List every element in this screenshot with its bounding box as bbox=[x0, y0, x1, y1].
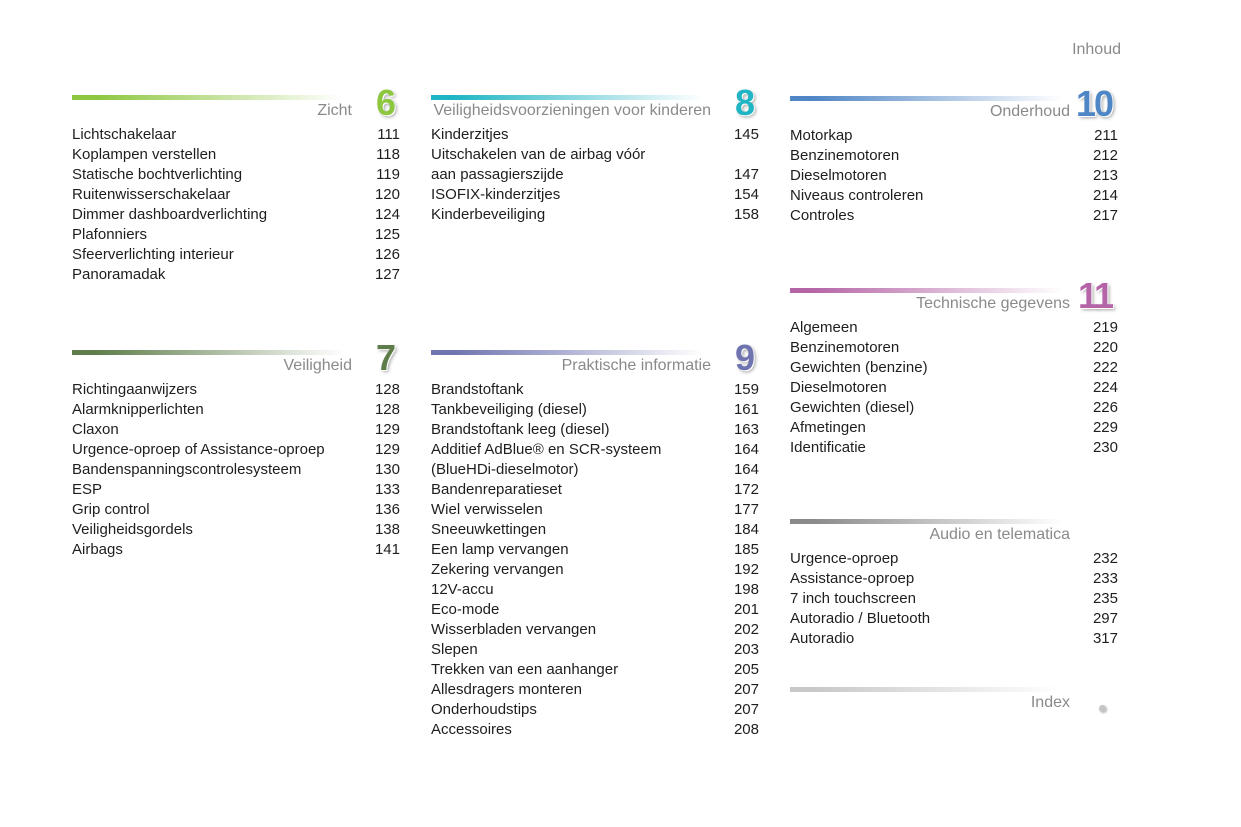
toc-entry-label: Bandenspanningscontrolesysteem bbox=[72, 461, 302, 478]
toc-entry-page: 222 bbox=[1092, 359, 1118, 376]
toc-entry-page: 130 bbox=[374, 461, 400, 478]
toc-entry-page: 220 bbox=[1092, 339, 1118, 356]
toc-entry[interactable] bbox=[72, 500, 400, 520]
toc-entry[interactable] bbox=[790, 569, 1118, 589]
section-color-bar bbox=[431, 95, 703, 100]
toc-entry[interactable] bbox=[790, 126, 1118, 146]
toc-entry[interactable] bbox=[790, 398, 1118, 418]
toc-entry[interactable] bbox=[431, 380, 759, 400]
toc-entry-label: Airbags bbox=[72, 541, 123, 558]
toc-entry-label: Sneeuwkettingen bbox=[431, 521, 547, 538]
toc-entry-label: Gewichten (diesel) bbox=[790, 399, 915, 416]
toc-entry-page: 147 bbox=[733, 166, 759, 183]
toc-entry[interactable] bbox=[72, 225, 400, 245]
toc-entry-page: 202 bbox=[733, 621, 759, 638]
toc-entry[interactable] bbox=[431, 540, 759, 560]
toc-entry-page: 201 bbox=[733, 601, 759, 618]
toc-entry[interactable] bbox=[790, 438, 1118, 458]
toc-entry[interactable] bbox=[431, 520, 759, 540]
toc-entry[interactable] bbox=[72, 245, 400, 265]
section-kinderen bbox=[431, 82, 759, 223]
toc-entry-page: 128 bbox=[374, 401, 400, 418]
toc-entry-label: Ruitenwisserschakelaar bbox=[72, 186, 231, 203]
toc-entry-label: Claxon bbox=[72, 421, 119, 438]
toc-entry-page: 120 bbox=[374, 186, 400, 203]
toc-entry[interactable] bbox=[431, 680, 759, 700]
toc-entry-label: ESP bbox=[72, 481, 103, 498]
toc-entry-page: 133 bbox=[374, 481, 400, 498]
toc-entry-label: Richtingaanwijzers bbox=[72, 381, 198, 398]
toc-entry-page: 208 bbox=[733, 721, 759, 738]
section-title: Audio en telematica bbox=[929, 526, 1070, 543]
section-index bbox=[790, 687, 1118, 711]
toc-entry[interactable] bbox=[72, 440, 400, 460]
toc-entry-label: Panoramadak bbox=[72, 266, 166, 283]
toc-entry-page: 164 bbox=[733, 441, 759, 458]
toc-entry-label: Kinderbeveiliging bbox=[431, 206, 546, 223]
toc-entry[interactable] bbox=[790, 418, 1118, 438]
section-color-bar bbox=[790, 96, 1062, 101]
toc-entry-page: 226 bbox=[1092, 399, 1118, 416]
entry-list bbox=[431, 380, 759, 740]
toc-entry[interactable] bbox=[431, 700, 759, 720]
toc-entry-label: Niveaus controleren bbox=[790, 187, 924, 204]
toc-entry[interactable] bbox=[431, 420, 759, 440]
toc-entry-page: 229 bbox=[1092, 419, 1118, 436]
toc-entry-page: 124 bbox=[374, 206, 400, 223]
toc-entry[interactable] bbox=[72, 460, 400, 480]
toc-entry-page: 317 bbox=[1092, 630, 1118, 647]
toc-entry-page: 192 bbox=[733, 561, 759, 578]
toc-entry[interactable] bbox=[72, 480, 400, 500]
toc-entry[interactable] bbox=[72, 520, 400, 540]
toc-entry[interactable] bbox=[431, 620, 759, 640]
toc-entry-page: 129 bbox=[374, 421, 400, 438]
toc-entry-page: 232 bbox=[1092, 550, 1118, 567]
toc-entry-page: 138 bbox=[374, 521, 400, 538]
toc-entry[interactable] bbox=[431, 720, 759, 740]
toc-entry-page: 211 bbox=[1094, 127, 1118, 144]
toc-entry-label: Benzinemotoren bbox=[790, 147, 900, 164]
toc-entry-label: Dieselmotoren bbox=[790, 379, 887, 396]
section-title: Index bbox=[1030, 694, 1070, 711]
section-onderhoud bbox=[790, 83, 1118, 224]
toc-entry-label: (BlueHDi-dieselmotor) bbox=[431, 461, 579, 478]
toc-entry-page: 158 bbox=[733, 206, 759, 223]
toc-entry-label: Algemeen bbox=[790, 319, 858, 336]
toc-entry-page: 203 bbox=[733, 641, 759, 658]
toc-entry-page: 205 bbox=[733, 661, 759, 678]
toc-entry[interactable] bbox=[431, 480, 759, 500]
toc-entry-label: Additief AdBlue® en SCR-systeem bbox=[431, 441, 662, 458]
toc-entry-page: 128 bbox=[374, 381, 400, 398]
section-number: 7 bbox=[375, 337, 394, 378]
toc-entry[interactable] bbox=[431, 500, 759, 520]
toc-entry[interactable] bbox=[790, 549, 1118, 569]
toc-entry-page: 141 bbox=[374, 541, 400, 558]
toc-entry[interactable] bbox=[431, 205, 759, 225]
toc-entry[interactable] bbox=[431, 580, 759, 600]
index-dot-icon bbox=[1099, 705, 1106, 712]
toc-entry[interactable] bbox=[790, 358, 1118, 378]
toc-entry-page: 297 bbox=[1092, 610, 1118, 627]
toc-entry[interactable] bbox=[431, 145, 759, 185]
toc-entry[interactable] bbox=[431, 440, 759, 460]
section-title: Zicht bbox=[317, 102, 352, 119]
toc-entry-page: 125 bbox=[374, 226, 400, 243]
toc-entry-page: 198 bbox=[733, 581, 759, 598]
toc-entry-label: Autoradio / Bluetooth bbox=[790, 610, 931, 627]
toc-entry[interactable] bbox=[431, 125, 759, 145]
toc-entry-label: Plafonniers bbox=[72, 226, 148, 243]
section-title: Veiligheidsvoorzieningen voor kinderen bbox=[433, 102, 711, 119]
toc-entry-label: Kinderzitjes bbox=[431, 126, 509, 143]
toc-entry[interactable] bbox=[790, 629, 1118, 649]
toc-entry-page: 224 bbox=[1092, 379, 1118, 396]
toc-entry[interactable] bbox=[790, 609, 1118, 629]
toc-entry-page: 118 bbox=[376, 146, 400, 163]
section-technische-gegevens bbox=[790, 275, 1118, 456]
toc-entry-label: Brandstoftank leeg (diesel) bbox=[431, 421, 610, 438]
toc-entry-page: 163 bbox=[733, 421, 759, 438]
toc-entry[interactable] bbox=[431, 560, 759, 580]
toc-entry-label: Autoradio bbox=[790, 630, 855, 647]
toc-entry[interactable] bbox=[431, 460, 759, 480]
toc-entry[interactable] bbox=[72, 265, 400, 285]
toc-entry-label: Lichtschakelaar bbox=[72, 126, 177, 143]
toc-entry[interactable] bbox=[72, 165, 400, 185]
toc-entry[interactable] bbox=[790, 338, 1118, 358]
toc-entry-label: Allesdragers monteren bbox=[431, 681, 582, 698]
section-praktische-informatie bbox=[431, 337, 759, 738]
toc-entry-label: Grip control bbox=[72, 501, 150, 518]
section-title: Onderhoud bbox=[989, 103, 1070, 120]
toc-entry[interactable] bbox=[790, 378, 1118, 398]
section-veiligheid bbox=[72, 337, 400, 558]
section-title: Technische gegevens bbox=[916, 295, 1070, 312]
toc-entry-page: 219 bbox=[1092, 319, 1118, 336]
toc-entry-label: Tankbeveiliging (diesel) bbox=[431, 401, 587, 418]
toc-entry-label: Controles bbox=[790, 207, 855, 224]
toc-entry-page: 111 bbox=[377, 126, 400, 143]
toc-entry-page: 154 bbox=[733, 186, 759, 203]
toc-entry-label: Trekken van een aanhanger bbox=[431, 661, 619, 678]
toc-entry[interactable] bbox=[431, 640, 759, 660]
toc-entry-page: 213 bbox=[1092, 167, 1118, 184]
toc-entry-label: Slepen bbox=[431, 641, 478, 658]
toc-entry-label: 7 inch touchscreen bbox=[790, 590, 916, 607]
page-header-title: Inhoud bbox=[1072, 41, 1121, 58]
toc-entry[interactable] bbox=[72, 205, 400, 225]
toc-entry[interactable] bbox=[72, 540, 400, 560]
toc-entry-page: 207 bbox=[733, 701, 759, 718]
toc-entry-label: Koplampen verstellen bbox=[72, 146, 217, 163]
toc-entry-page: 185 bbox=[733, 541, 759, 558]
toc-entry-page: 164 bbox=[733, 461, 759, 478]
toc-entry-label: 12V-accu bbox=[431, 581, 494, 598]
toc-entry[interactable] bbox=[790, 589, 1118, 609]
toc-entry-label: Identificatie bbox=[790, 439, 866, 456]
section-color-bar bbox=[790, 519, 1062, 524]
toc-entry-label: Urgence-oproep of Assistance-oproep bbox=[72, 441, 325, 458]
entry-list bbox=[72, 125, 400, 285]
section-color-bar bbox=[790, 687, 1062, 692]
toc-entry[interactable] bbox=[431, 185, 759, 205]
toc-entry-label: Sfeerverlichting interieur bbox=[72, 246, 234, 263]
toc-entry-label: Wisserbladen vervangen bbox=[431, 621, 597, 638]
section-audio-en-telematica bbox=[790, 519, 1118, 647]
toc-entry-label: Statische bochtverlichting bbox=[72, 166, 243, 183]
section-color-bar bbox=[72, 350, 344, 355]
toc-entry-label: Uitschakelen van de airbag vóór aan passagierszijde bbox=[431, 146, 646, 183]
toc-entry-label: Eco-mode bbox=[431, 601, 500, 618]
section-zicht bbox=[72, 82, 400, 283]
toc-entry[interactable] bbox=[72, 145, 400, 165]
toc-entry-page: 119 bbox=[376, 166, 400, 183]
entry-list bbox=[790, 549, 1118, 649]
section-number: 6 bbox=[375, 82, 394, 123]
section-title: Praktische informatie bbox=[561, 357, 711, 374]
toc-entry-label: Assistance-oproep bbox=[790, 570, 915, 587]
toc-entry-page: 145 bbox=[733, 126, 759, 143]
toc-entry-label: Onderhoudstips bbox=[431, 701, 537, 718]
section-color-bar bbox=[431, 350, 703, 355]
section-color-bar bbox=[72, 95, 344, 100]
toc-entry-page: 214 bbox=[1092, 187, 1118, 204]
toc-entry-label: Dimmer dashboardverlichting bbox=[72, 206, 268, 223]
toc-entry-label: Motorkap bbox=[790, 127, 853, 144]
entry-list bbox=[790, 126, 1118, 226]
toc-entry-label: Een lamp vervangen bbox=[431, 541, 569, 558]
toc-entry-page: 207 bbox=[733, 681, 759, 698]
toc-entry[interactable] bbox=[72, 125, 400, 145]
toc-entry-label: Bandenreparatieset bbox=[431, 481, 562, 498]
toc-entry[interactable] bbox=[790, 166, 1118, 186]
toc-entry-label: Accessoires bbox=[431, 721, 512, 738]
toc-entry-label: Gewichten (benzine) bbox=[790, 359, 928, 376]
toc-entry[interactable] bbox=[790, 186, 1118, 206]
entry-list bbox=[72, 380, 400, 560]
section-number: 10 bbox=[1075, 83, 1112, 124]
toc-entry-page: 184 bbox=[733, 521, 759, 538]
toc-entry-label: Veiligheidsgordels bbox=[72, 521, 193, 538]
toc-entry-label: Wiel verwisselen bbox=[431, 501, 543, 518]
toc-entry[interactable] bbox=[790, 318, 1118, 338]
toc-entry[interactable] bbox=[72, 400, 400, 420]
toc-entry-page: 177 bbox=[733, 501, 759, 518]
section-color-bar bbox=[790, 288, 1062, 293]
toc-entry[interactable] bbox=[790, 146, 1118, 166]
toc-entry-label: Dieselmotoren bbox=[790, 167, 887, 184]
section-title: Veiligheid bbox=[283, 357, 352, 374]
toc-entry[interactable] bbox=[431, 400, 759, 420]
toc-entry[interactable] bbox=[431, 600, 759, 620]
toc-entry-label: Alarmknipperlichten bbox=[72, 401, 204, 418]
toc-entry-page: 172 bbox=[733, 481, 759, 498]
entry-list bbox=[431, 125, 759, 225]
toc-entry-page: 212 bbox=[1092, 147, 1118, 164]
toc-entry-page: 161 bbox=[733, 401, 759, 418]
toc-entry-label: ISOFIX-kinderzitjes bbox=[431, 186, 561, 203]
toc-entry-page: 233 bbox=[1092, 570, 1118, 587]
toc-entry-label: Zekering vervangen bbox=[431, 561, 564, 578]
toc-entry-page: 127 bbox=[374, 266, 400, 283]
toc-entry-label: Benzinemotoren bbox=[790, 339, 900, 356]
toc-entry-page: 230 bbox=[1092, 439, 1118, 456]
toc-entry[interactable] bbox=[790, 206, 1118, 226]
toc-entry-page: 159 bbox=[733, 381, 759, 398]
toc-entry-page: 129 bbox=[374, 441, 400, 458]
toc-entry-page: 126 bbox=[374, 246, 400, 263]
toc-entry-label: Afmetingen bbox=[790, 419, 866, 436]
section-number: 9 bbox=[734, 337, 753, 378]
toc-entry-label: Urgence-oproep bbox=[790, 550, 899, 567]
toc-entry[interactable] bbox=[72, 380, 400, 400]
toc-entry[interactable] bbox=[431, 660, 759, 680]
section-number: 8 bbox=[734, 82, 753, 123]
toc-entry-page: 136 bbox=[374, 501, 400, 518]
toc-entry-page: 217 bbox=[1092, 207, 1118, 224]
entry-list bbox=[790, 318, 1118, 458]
section-number: 11 bbox=[1077, 275, 1112, 316]
toc-entry[interactable] bbox=[72, 420, 400, 440]
toc-entry-page: 235 bbox=[1092, 590, 1118, 607]
toc-entry-label: Brandstoftank bbox=[431, 381, 524, 398]
toc-entry[interactable] bbox=[72, 185, 400, 205]
